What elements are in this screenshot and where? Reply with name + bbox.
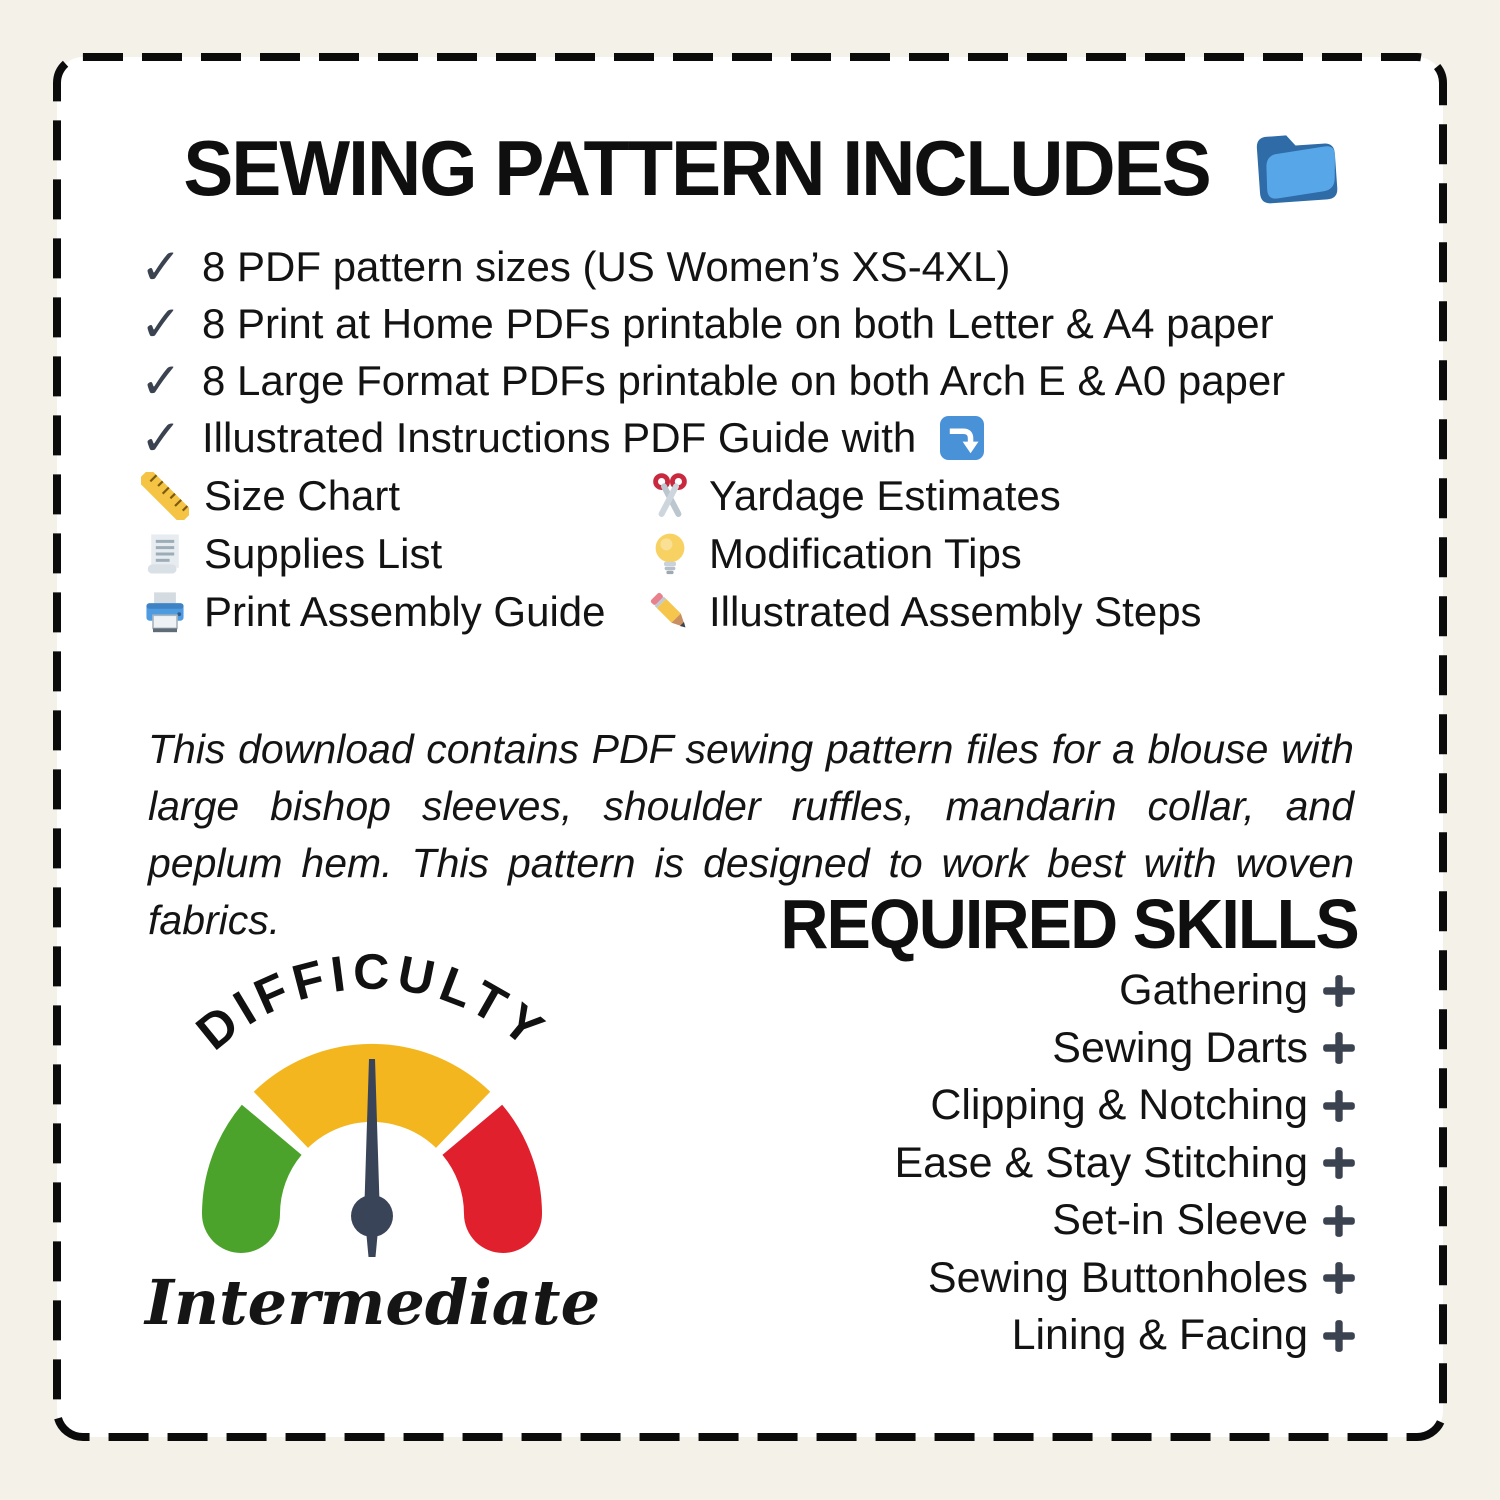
page-title: SEWING PATTERN INCLUDES	[183, 123, 1211, 212]
included-checklist	[140, 238, 1440, 466]
feature-item: Yardage Estimates	[645, 472, 1061, 520]
skill-item: Set-in Sleeve	[895, 1192, 1359, 1250]
plus-icon	[1320, 1259, 1358, 1297]
plus-icon	[1320, 1029, 1358, 1067]
skill-item: Gathering	[895, 962, 1359, 1020]
title-row	[57, 116, 1443, 220]
difficulty-gauge	[142, 949, 602, 1269]
feature-item: Illustrated Assembly Steps	[645, 588, 1202, 636]
check-icon: ✓	[140, 237, 182, 296]
plus-icon	[1320, 972, 1358, 1010]
scissors-icon	[645, 472, 695, 520]
list-item: ✓ 8 Print at Home PDFs printable on both Letter & A4 paper	[140, 294, 1274, 353]
skill-item: Sewing Darts	[895, 1020, 1359, 1078]
product-description: This download contains PDF sewing pattern files for a blouse with large bishop sleeves, shoulder ruffles, mandarin collar, and peplum hem. This pattern is designed to work best with woven fabrics.	[148, 726, 1354, 943]
difficulty-level: Intermediate	[144, 1266, 601, 1339]
feature-row	[140, 583, 1400, 641]
plus-icon	[1320, 1087, 1358, 1125]
open-folder-icon	[1252, 126, 1338, 204]
feature-item: Size Chart	[140, 472, 645, 520]
skill-item: Sewing Buttonholes	[895, 1250, 1359, 1308]
feature-grid	[140, 467, 1400, 641]
receipt-icon	[140, 531, 190, 577]
arrow-curving-down-icon	[940, 416, 984, 460]
required-skills-heading: REQUIRED SKILLS	[780, 885, 1358, 963]
feature-row	[140, 525, 1400, 583]
check-icon: ✓	[140, 351, 182, 410]
plus-icon	[1320, 1144, 1358, 1182]
required-skills-list	[895, 962, 1359, 1365]
check-icon: ✓	[140, 408, 182, 467]
feature-item: Supplies List	[140, 530, 645, 578]
list-item: ✓ 8 Large Format PDFs printable on both Arch E & A0 paper	[140, 351, 1286, 410]
plus-icon	[1320, 1202, 1358, 1240]
feature-item: Print Assembly Guide	[140, 588, 645, 636]
ruler-icon	[140, 472, 190, 520]
printer-icon	[140, 589, 190, 635]
skill-item: Lining & Facing	[895, 1307, 1359, 1365]
skill-item: Clipping & Notching	[895, 1077, 1359, 1135]
list-item: ✓ 8 PDF pattern sizes (US Women’s XS-4XL)	[140, 237, 1011, 296]
pencil-icon	[645, 588, 695, 636]
check-icon: ✓	[140, 294, 182, 353]
skill-item: Ease & Stay Stitching	[895, 1135, 1359, 1193]
plus-icon	[1320, 1317, 1358, 1355]
difficulty-arc-label: DIFFICULTY	[185, 949, 559, 1061]
lightbulb-icon	[645, 530, 695, 578]
list-item: ✓ Illustrated Instructions PDF Guide with	[140, 409, 1440, 466]
feature-row	[140, 467, 1400, 525]
feature-item: Modification Tips	[645, 530, 1022, 578]
